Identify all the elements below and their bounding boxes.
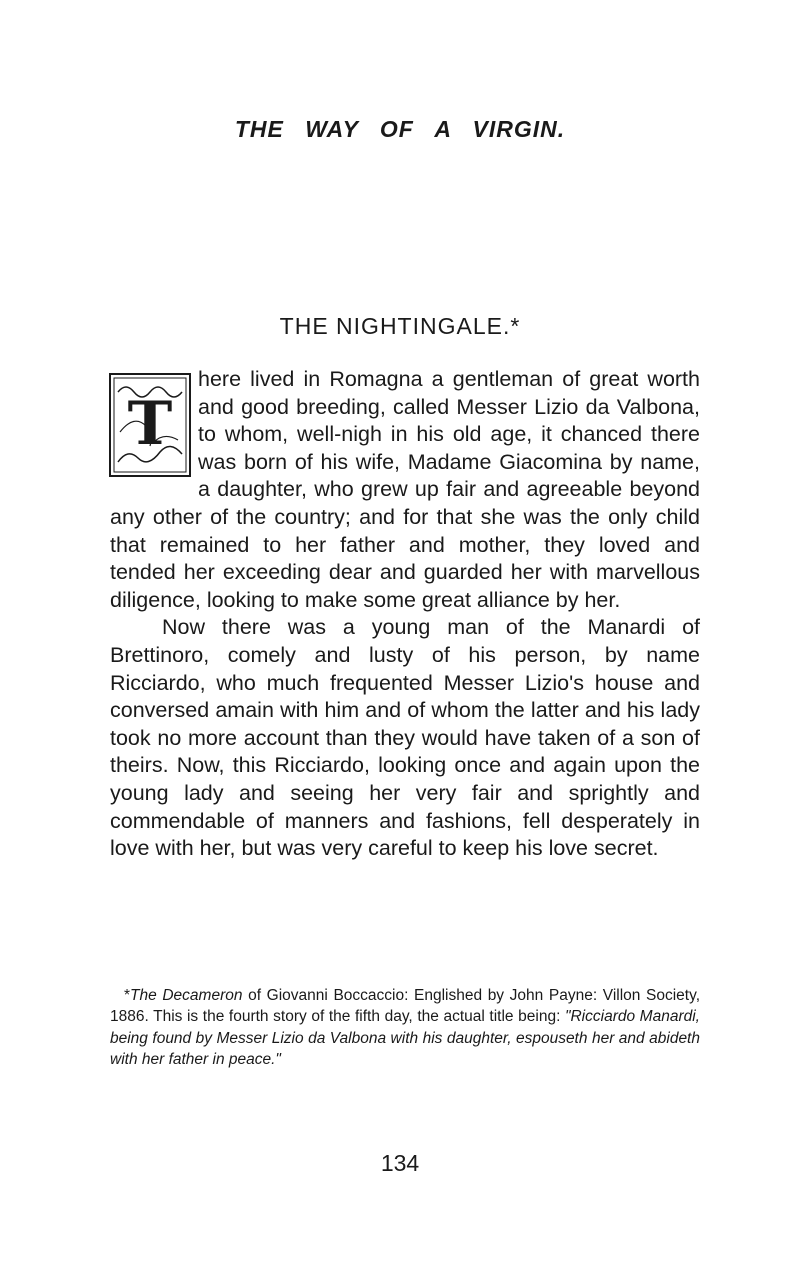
- footnote: [110, 985, 700, 1071]
- running-head: THE WAY OF A VIRGIN.: [234, 116, 566, 142]
- paragraph-2: Now there was a young man of the Manardi of Brettinoro, comely and lusty of his person, by name Ricciardo, who much frequented Messer Lizio's house and conversed amain with him and of whom the latter and his lady took no more account than they would have taken of a son of theirs. Now, this Ricciardo, looking once and again upon the young lady and seeing her very fair and sprightly and commendable of manners and fashions, fell desperately in love with her, but was very careful to keep his love secret.: [110, 615, 700, 861]
- dropcap-ornament: [108, 372, 192, 478]
- page-number: 134: [380, 1150, 420, 1176]
- dropcap-letter: T: [127, 389, 173, 459]
- footnote-text: of Giovanni Boccaccio: Englished by John Payne: Villon Society, 1886. This is the fourth story of the fifth day, the actual title being:: [110, 987, 700, 1026]
- body-text: [110, 366, 700, 863]
- footnote-work-title: The Decameron: [130, 987, 243, 1004]
- footnote-actual-title: "Ricciardo Manardi, being found by Messer Lizio da Valbona with his daughter, espouseth her and abideth with her father in peace.": [110, 1008, 700, 1069]
- paragraph-1: here lived in Romagna a gentleman of great worth and good breeding, called Messer Lizio da Valbona, to whom, well-nigh in his old age, it chanced there was born of his wife, Madame Giacomina by name, a daughter, who grew up fair and agreeable beyond any other of the country; and for that she was the only child that remained to her father and mother, they loved and tended her exceeding dear and guarded her with marvellous diligence, looking to make some great alliance by her.: [110, 367, 700, 612]
- chapter-title: THE NIGHTINGALE.*: [279, 313, 521, 339]
- footnote-marker: *: [124, 987, 131, 1004]
